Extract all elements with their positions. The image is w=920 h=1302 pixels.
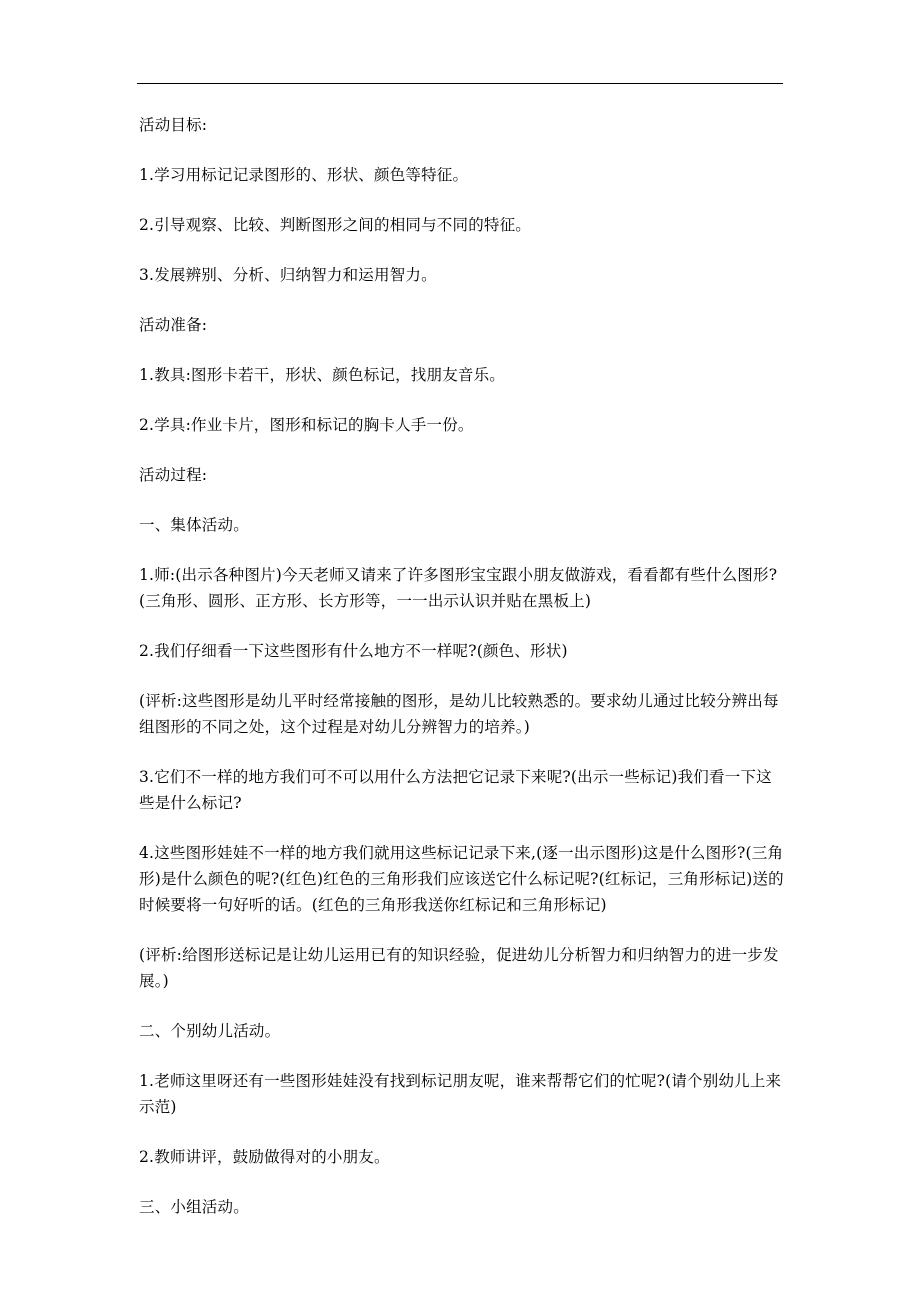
commentary-1: (评析:这些图形是幼儿平时经常接触的图形，是幼儿比较熟悉的。要求幼儿通过比较分辨出每组图形的不同之处，这个过程是对幼儿分辨智力的培养。)	[139, 692, 779, 736]
process-step-4: 4.这些图形娃娃不一样的地方我们就用这些标记记录下来,(逐一出示图形)这是什么图形?(三角形)是什么颜色的呢?(红色)红色的三角形我们应该送它什么标记呢?(红标记，三角形标记)送的时候要将一句好听的话。(红色的三角形我送你红标记和三角形标记)	[139, 844, 784, 914]
section-heading-preparation: 活动准备:	[139, 316, 208, 334]
process-step-3: 3.它们不一样的地方我们可不可以用什么方法把它记录下来呢?(出示一些标记)我们看一下这些是什么标记?	[139, 768, 772, 812]
commentary-2: (评析:给图形送标记是让幼儿运用已有的知识经验，促进幼儿分析智力和归纳智力的进一步发展。)	[139, 946, 779, 990]
process-step-2: 2.我们仔细看一下这些图形有什么地方不一样呢?(颜色、形状)	[139, 642, 568, 660]
process-step-1: 1.师:(出示各种图片)今天老师又请来了许多图形宝宝跟小朋友做游戏，看看都有些什么图形?(三角形、圆形、正方形、长方形等，一一出示认识并贴在黑板上)	[139, 566, 778, 610]
subsection-small-group-activity: 三、小组活动。	[139, 1198, 249, 1216]
preparation-item-2: 2.学具:作业卡片，图形和标记的胸卡人手一份。	[139, 416, 474, 434]
section-heading-goals: 活动目标:	[139, 116, 208, 134]
goal-item-3: 3.发展辨别、分析、归纳智力和运用智力。	[139, 266, 437, 284]
section-heading-process: 活动过程:	[139, 466, 208, 484]
subsection-individual-activity: 二、个别幼儿活动。	[139, 1022, 281, 1040]
document-body	[139, 112, 784, 1244]
goal-item-2: 2.引导观察、比较、判断图形之间的相同与不同的特征。	[139, 216, 531, 234]
individual-step-2: 2.教师讲评，鼓励做得对的小朋友。	[139, 1148, 390, 1166]
preparation-item-1: 1.教具:图形卡若干，形状、颜色标记，找朋友音乐。	[139, 366, 506, 384]
subsection-group-activity: 一、集体活动。	[139, 516, 249, 534]
individual-step-1: 1.老师这里呀还有一些图形娃娃没有找到标记朋友呢，谁来帮帮它们的忙呢?(请个别幼儿上来示范)	[139, 1072, 782, 1116]
goal-item-1: 1.学习用标记记录图形的、形状、颜色等特征。	[139, 166, 469, 184]
header-rule	[137, 83, 783, 84]
